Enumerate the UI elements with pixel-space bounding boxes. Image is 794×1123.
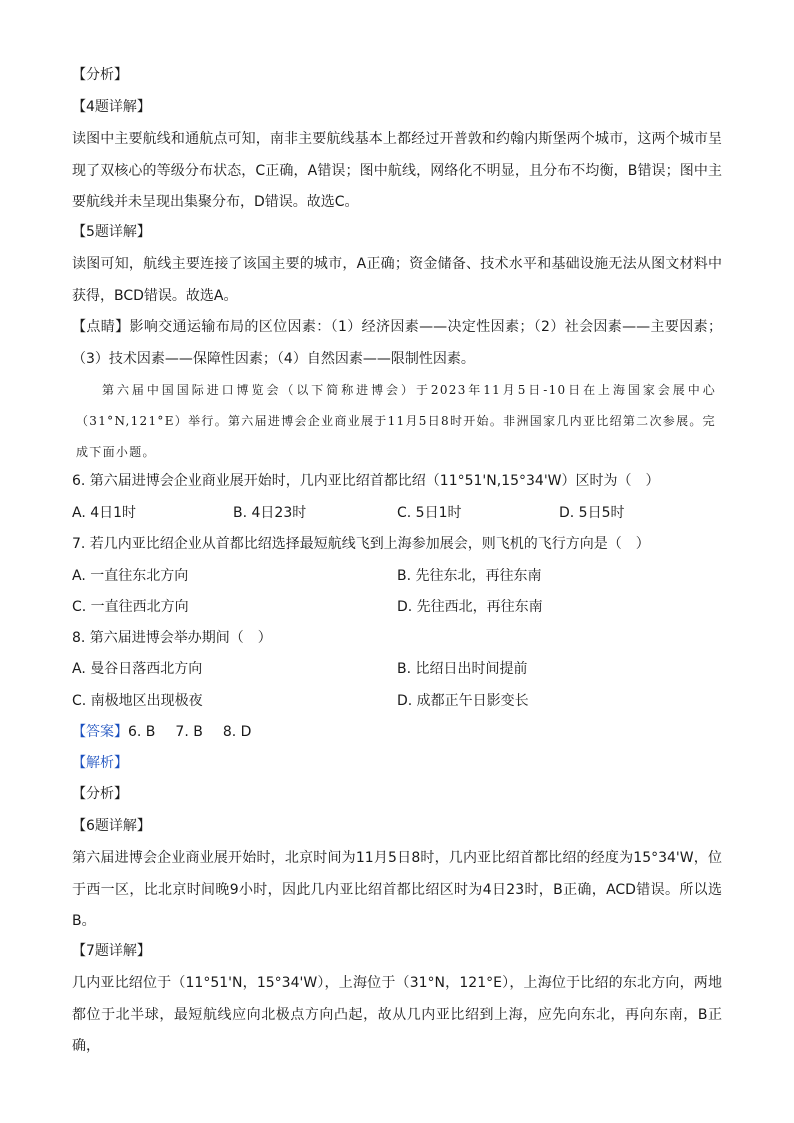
question-8-stem: 8. 第六届进博会举办期间（ ） xyxy=(72,630,272,646)
answer-line xyxy=(72,722,722,742)
detail-6-heading: 【6题详解】 xyxy=(72,818,151,834)
q6-option-a: A. 4日1时 xyxy=(72,505,137,521)
dianjing-text: 影响交通运输布局的区位因素：（1）经济因素——决定性因素；（2）社会因素——主要因素；（3）技术因素——保障性因素；（4）自然因素——限制性因素。 xyxy=(72,319,723,367)
q7-option-c: C. 一直往西北方向 xyxy=(72,599,189,615)
jiexi-heading: 【解析】 xyxy=(72,755,128,771)
detail-5-paragraph: 读图可知，航线主要连接了该国主要的城市，A正确；资金储备、技术水平和基础设施无法从图文材料中获得，BCD错误。故选A。 xyxy=(72,256,722,304)
analysis-heading-1: 【分析】 xyxy=(72,67,128,83)
q7-option-b: B. 先往东北，再往东南 xyxy=(397,568,542,584)
detail-4-paragraph: 读图中主要航线和通航点可知，南非主要航线基本上都经过开普敦和约翰内斯堡两个城市，这两个城市呈现了双核心的等级分布状态，C正确，A错误；图中航线，网络化不明显，且分布不均衡，B错误；图中主要航线并未呈现出集聚分布，D错误。故选C。 xyxy=(72,131,722,210)
answer-8: 8. D xyxy=(222,724,252,740)
question-6-stem: 6. 第六届进博会企业商业展开始时，几内亚比绍首都比绍（11°51'N,15°34'W）区时为（ ） xyxy=(72,473,660,489)
q6-option-d: D. 5日5时 xyxy=(559,505,625,521)
q7-option-a: A. 一直往东北方向 xyxy=(72,568,189,584)
analysis-heading-2: 【分析】 xyxy=(72,786,128,802)
q8-option-d: D. 成都正午日影变长 xyxy=(397,693,529,709)
detail-5-heading: 【5题详解】 xyxy=(72,224,151,240)
question-7-stem: 7. 若几内亚比绍企业从首都比绍选择最短航线飞到上海参加展会，则飞机的飞行方向是（ ） xyxy=(72,536,650,552)
q6-option-b: B. 4日23时 xyxy=(233,505,307,521)
q6-option-c: C. 5日1时 xyxy=(397,505,462,521)
dianjing-label: 【点睛】 xyxy=(72,319,130,335)
material-paragraph: 第六届中国国际进口博览会（以下简称进博会）于2023年11月5日-10日在上海国家会展中心（31°N,121°E）举行。第六届进博会企业商业展于11月5日8时开始。非洲国家几内亚比绍第二次参展。完成下面小题。 xyxy=(76,383,716,459)
answer-6: 6. B xyxy=(128,724,156,740)
detail-6-paragraph: 第六届进博会企业商业展开始时，北京时间为11月5日8时，几内亚比绍首都比绍的经度为15°34'W，位于西一区，比北京时间晚9小时，因此几内亚比绍首都比绍区时为4日23时，B正确，ACD错误。所以选B。 xyxy=(72,850,722,929)
q8-option-b: B. 比绍日出时间提前 xyxy=(397,661,528,677)
answer-label: 【答案】 xyxy=(72,724,128,740)
detail-7-paragraph: 几内亚比绍位于（11°51'N，15°34'W），上海位于（31°N，121°E），上海位于比绍的东北方向，两地都位于北半球，最短航线应向北极点方向凸起，故从几内亚比绍到上海，应先向东北，再向东南，B正确， xyxy=(72,975,722,1054)
answer-7: 7. B xyxy=(175,724,203,740)
q8-option-c: C. 南极地区出现极夜 xyxy=(72,693,203,709)
detail-4-heading: 【4题详解】 xyxy=(72,99,151,115)
detail-7-heading: 【7题详解】 xyxy=(72,943,151,959)
q7-option-d: D. 先往西北，再往东南 xyxy=(397,599,543,615)
q8-option-a: A. 曼谷日落西北方向 xyxy=(72,661,203,677)
dianjing-paragraph xyxy=(72,312,722,375)
